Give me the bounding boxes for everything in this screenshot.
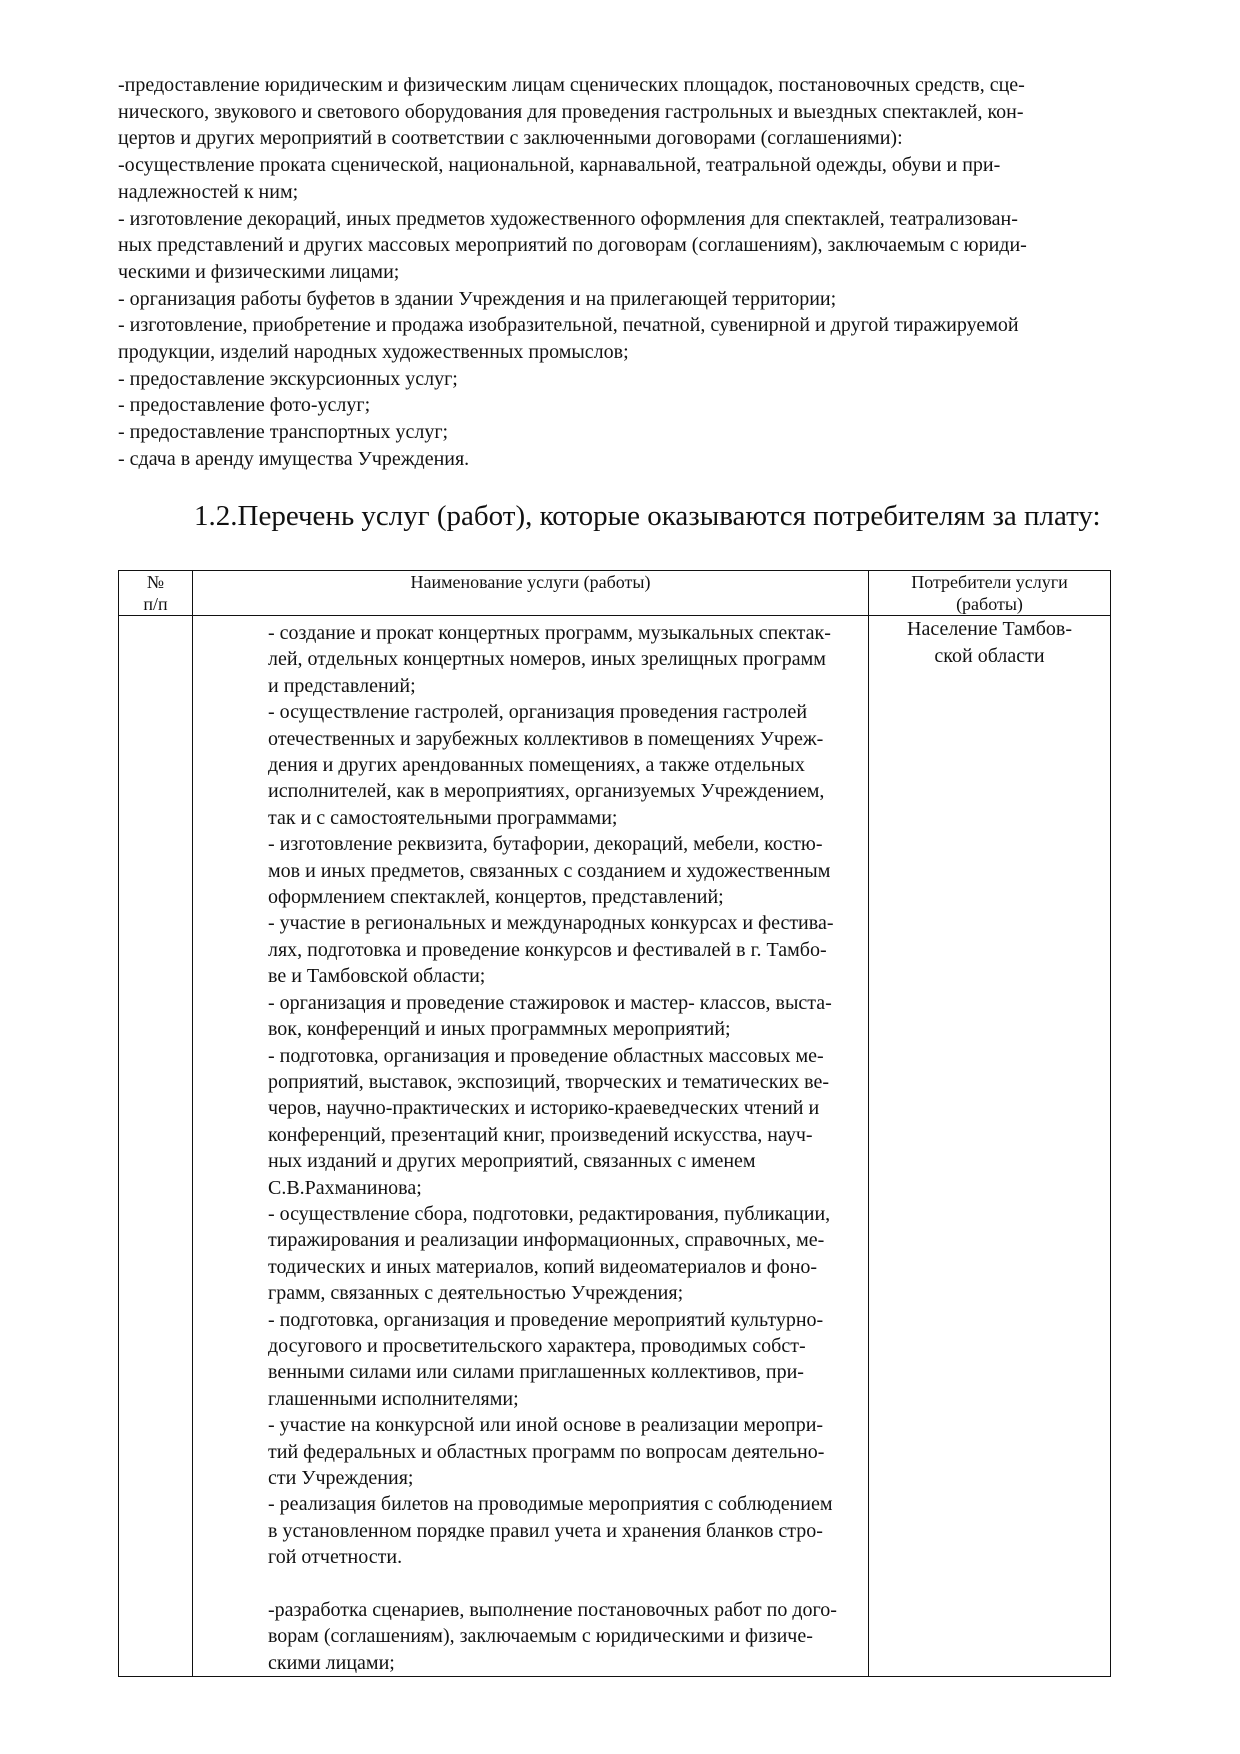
service-list-cell [193, 616, 869, 1677]
intro-line: продукции, изделий народных художественных промыслов; [118, 341, 629, 364]
service-line: вок, конференций и иных программных мероприятий; [268, 1018, 731, 1041]
intro-line: - организация работы буфетов в здании Учреждения и на прилегающей территории; [118, 287, 837, 310]
header-number [119, 571, 193, 616]
service-line: дения и других арендованных помещениях, а также отдельных [268, 754, 805, 777]
intro-line: - сдача в аренду имущества Учреждения. [118, 447, 470, 470]
table-header-row [119, 571, 1111, 616]
service-line: ворам (соглашениям), заключаемым с юридическими и физиче- [268, 1625, 813, 1648]
service-line: в установленном порядке правил учета и хранения бланков стро- [268, 1519, 823, 1542]
header-consumers [869, 571, 1111, 616]
header-service-name [193, 571, 869, 616]
service-line: - осуществление сбора, подготовки, редактирования, публикации, [268, 1202, 831, 1225]
service-line: лях, подготовка и проведение конкурсов и фестивалей в г. Тамбо- [268, 938, 827, 961]
service-line: - участие на конкурсной или иной основе в реализации меропри- [268, 1414, 824, 1437]
intro-line: нического, звукового и светового оборудования для проведения гастрольных и выездных спектаклей, кон- [118, 100, 1024, 123]
service-line: сти Учреждения; [268, 1467, 414, 1489]
consumer-cell [869, 616, 1111, 1677]
service-line: - создание и прокат концертных программ, музыкальных спектак- [268, 622, 831, 644]
consumer-line: ской области [934, 645, 1045, 667]
service-line: конференций, презентаций книг, произведений искусства, науч- [268, 1123, 813, 1146]
consumer-line: Население Тамбов- [907, 618, 1072, 640]
service-line: - участие в региональных и международных конкурсах и фестива- [268, 912, 834, 935]
intro-line: -осуществление проката сценической, национальной, карнавальной, театральной одежды, обуви и при- [118, 154, 1001, 177]
service-line: и представлений; [268, 674, 416, 697]
service-line: роприятий, выставок, экспозиций, творческих и тематических ве- [268, 1070, 830, 1093]
service-line: тодических и иных материалов, копий видеоматериалов и фоно- [268, 1255, 818, 1278]
service-list [193, 616, 868, 1676]
service-line: -разработка сценариев, выполнение постановочных работ по дого- [268, 1599, 837, 1622]
service-line: оформлением спектаклей, концертов, представлений; [268, 886, 724, 909]
intro-list [118, 72, 1168, 473]
intro-line: -предоставление юридическим и физическим лицам сценических площадок, постановочных средств, сце- [118, 74, 1025, 96]
header-number-line: п/п [143, 594, 168, 614]
service-line: ных изданий и других мероприятий, связанных с именем [268, 1150, 756, 1173]
header-consumers-line: Потребители услуги [911, 572, 1068, 592]
service-line: скими лицами; [268, 1651, 395, 1674]
intro-line: - предоставление фото-услуг; [118, 394, 371, 417]
service-line: венными силами или силами приглашенных коллективов, при- [268, 1361, 804, 1384]
service-line: - подготовка, организация и проведение мероприятий культурно- [268, 1308, 824, 1331]
service-line: так и с самостоятельными программами; [268, 806, 618, 829]
service-line: - реализация билетов на проводимые мероприятия с соблюдением [268, 1493, 833, 1516]
intro-line: - предоставление экскурсионных услуг; [118, 367, 458, 390]
service-line: С.В.Рахманинова; [268, 1176, 422, 1199]
intro-line: ческими и физическими лицами; [118, 260, 400, 283]
service-line: ве и Тамбовской области; [268, 965, 486, 988]
service-line: - изготовление реквизита, бутафории, декораций, мебели, костю- [268, 833, 823, 856]
service-line: тий федеральных и областных программ по вопросам деятельно- [268, 1440, 825, 1463]
service-line: лей, отдельных концертных номеров, иных зрелищных программ [268, 648, 826, 671]
service-line: исполнителей, как в мероприятиях, организуемых Учреждением, [268, 780, 825, 803]
service-line: досугового и просветительского характера, проводимых собст- [268, 1334, 806, 1357]
service-line [268, 1571, 862, 1597]
service-line: отечественных и зарубежных коллективов в помещениях Учреж- [268, 727, 824, 750]
header-number-line: № [146, 572, 165, 592]
intro-line: - изготовление, приобретение и продажа изобразительной, печатной, сувенирной и другой тиражируемой [118, 314, 1019, 337]
intro-line: надлежностей к ним; [118, 180, 299, 203]
table-row [119, 616, 1111, 1677]
service-line: - организация и проведение стажировок и мастер- классов, выста- [268, 991, 832, 1014]
number-cell [119, 616, 193, 1677]
service-line: тиражирования и реализации информационных, справочных, ме- [268, 1229, 825, 1252]
header-consumers-line: (работы) [956, 594, 1023, 614]
service-line: - подготовка, организация и проведение областных массовых ме- [268, 1044, 824, 1067]
services-table [118, 570, 1111, 1677]
service-line: черов, научно-практических и историко-краеведческих чтений и [268, 1097, 820, 1120]
service-line: - осуществление гастролей, организация проведения гастролей [268, 701, 808, 724]
header-service-name-text: Наименование услуги (работы) [410, 572, 651, 592]
intro-line: ных представлений и других массовых мероприятий по договорам (соглашениям), заключаемым с юриди- [118, 234, 1027, 257]
service-line: грамм, связанных с деятельностью Учреждения; [268, 1282, 684, 1305]
intro-line: цертов и других мероприятий в соответствии с заключенными договорами (соглашениями): [118, 127, 903, 150]
intro-line: - предоставление транспортных услуг; [118, 421, 449, 444]
section-heading: 1.2.Перечень услуг (работ), которые оказываются потребителям за плату: [194, 500, 1101, 532]
intro-line: - изготовление декораций, иных предметов художественного оформления для спектаклей, театрализован- [118, 207, 1018, 230]
service-line: глашенными исполнителями; [268, 1387, 519, 1410]
service-line: гой отчетности. [268, 1546, 403, 1569]
service-line: мов и иных предметов, связанных с созданием и художественным [268, 859, 831, 882]
